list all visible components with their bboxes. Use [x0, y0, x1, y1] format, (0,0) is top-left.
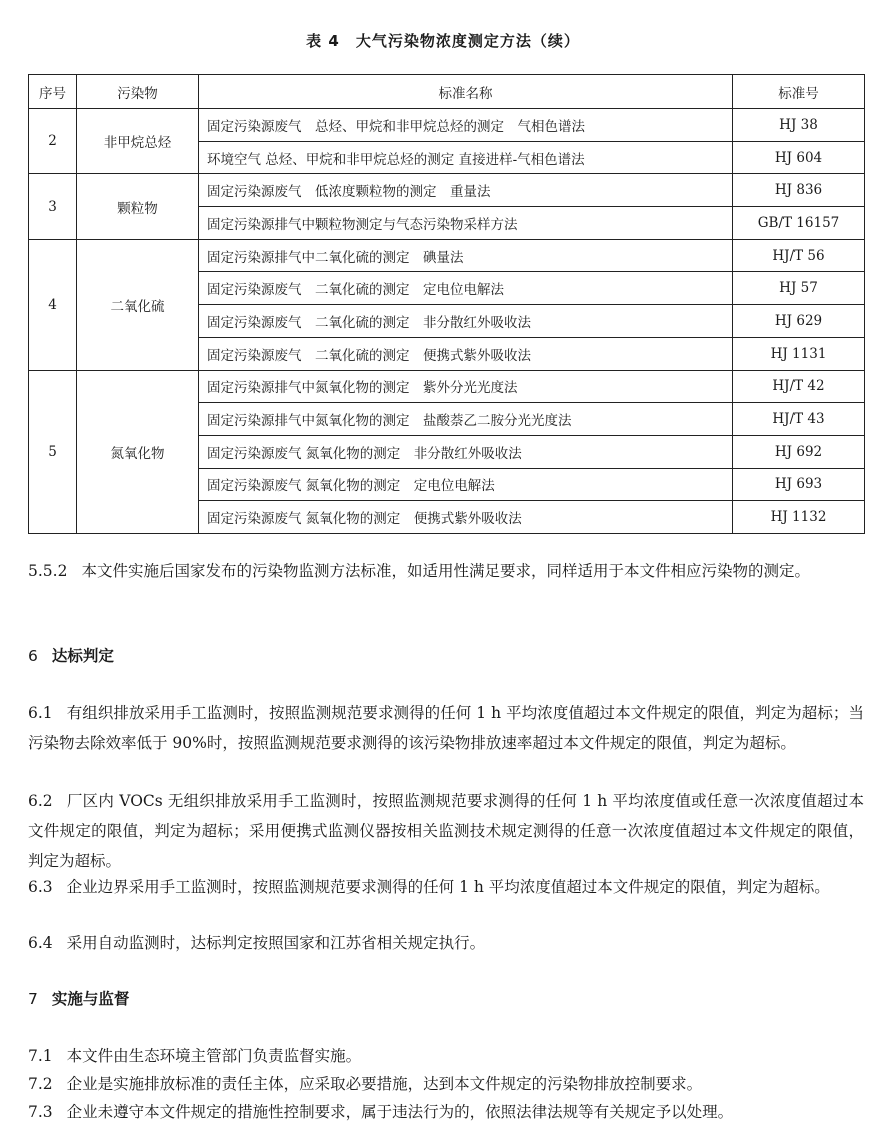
- standard-name: 固定污染源废气 二氧化硫的测定 非分散红外吸收法: [199, 305, 733, 338]
- clause-6-3: [28, 872, 864, 902]
- standard-name: 固定污染源废气 二氧化硫的测定 定电位电解法: [199, 272, 733, 305]
- section-title: 实施与监督: [51, 990, 130, 1008]
- standard-code: HJ/T 42: [733, 370, 865, 403]
- clause-7-2: [28, 1069, 864, 1099]
- standard-code: HJ 57: [733, 272, 865, 305]
- standard-code: HJ 1131: [733, 337, 865, 370]
- standard-code: HJ 836: [733, 174, 865, 207]
- table-header-row: [29, 75, 865, 109]
- row-pollutant: 非甲烷总烃: [77, 109, 199, 174]
- standard-name: 固定污染源排气中二氧化硫的测定 碘量法: [199, 239, 733, 272]
- clause-text: 本文件实施后国家发布的污染物监测方法标准，如适用性满足要求，同样适用于本文件相应污染物的测定。: [81, 562, 810, 580]
- clause-6-1: [28, 698, 864, 758]
- clause-5-5-2: [28, 556, 864, 586]
- table-row: [29, 370, 865, 403]
- table-row: [29, 239, 865, 272]
- standard-name: 固定污染源废气 低浓度颗粒物的测定 重量法: [199, 174, 733, 207]
- clause-text: 本文件由生态环境主管部门负责监督实施。: [66, 1047, 362, 1065]
- clause-text: 企业边界采用手工监测时，按照监测规范要求测得的任何 1 h 平均浓度值超过本文件规定的限值，判定为超标。: [66, 878, 830, 896]
- standard-name: 固定污染源废气 二氧化硫的测定 便携式紫外吸收法: [199, 337, 733, 370]
- header-no: 序号: [29, 75, 77, 109]
- standard-name: 固定污染源废气 总烃、甲烷和非甲烷总烃的测定 气相色谱法: [199, 109, 733, 142]
- row-pollutant: 二氧化硫: [77, 239, 199, 370]
- standard-code: HJ 1132: [733, 501, 865, 534]
- standard-name: 固定污染源废气 氮氧化物的测定 非分散红外吸收法: [199, 435, 733, 468]
- table-row: [29, 174, 865, 207]
- standard-name: 固定污染源排气中氮氧化物的测定 盐酸萘乙二胺分光光度法: [199, 403, 733, 436]
- standard-name: 固定污染源排气中颗粒物测定与气态污染物采样方法: [199, 207, 733, 240]
- standard-name: 固定污染源废气 氮氧化物的测定 定电位电解法: [199, 468, 733, 501]
- row-pollutant: 氮氧化物: [77, 370, 199, 533]
- standard-code: HJ 693: [733, 468, 865, 501]
- row-no: 5: [29, 370, 77, 533]
- standard-code: HJ/T 43: [733, 403, 865, 436]
- clause-number: 6.2: [28, 792, 53, 810]
- table-row: [29, 109, 865, 142]
- row-pollutant: 颗粒物: [77, 174, 199, 239]
- standards-table: [28, 74, 865, 534]
- clause-number: 6.3: [28, 878, 53, 896]
- section-number: 6: [28, 647, 38, 665]
- clause-text: 企业未遵守本文件规定的措施性控制要求，属于违法行为的，依照法律法规等有关规定予以处理。: [66, 1103, 734, 1121]
- standard-name: 固定污染源废气 氮氧化物的测定 便携式紫外吸收法: [199, 501, 733, 534]
- clause-number: 7.1: [28, 1047, 53, 1065]
- clause-text: 采用自动监测时，达标判定按照国家和江苏省相关规定执行。: [66, 934, 486, 952]
- header-standard-code: 标准号: [733, 75, 865, 109]
- header-pollutant: 污染物: [77, 75, 199, 109]
- row-no: 4: [29, 239, 77, 370]
- clause-number: 6.1: [28, 704, 53, 722]
- standard-code: GB/T 16157: [733, 207, 865, 240]
- row-no: 3: [29, 174, 77, 239]
- clause-text: 厂区内 VOCs 无组织排放采用手工监测时，按照监测规范要求测得的任何 1 h 平均浓度值或任意一次浓度值超过本文件规定的限值，判定为超标；采用便携式监测仪器按相关监测技术规定测得的任意一次浓度值超过本文件规定的限值，判定为超标。: [28, 792, 864, 870]
- section-7-heading: [28, 984, 129, 1014]
- clause-number: 7.2: [28, 1075, 53, 1093]
- clause-number: 7.3: [28, 1103, 53, 1121]
- clause-number: 5.5.2: [28, 562, 68, 580]
- standard-code: HJ 692: [733, 435, 865, 468]
- section-title: 达标判定: [51, 647, 114, 665]
- section-6-heading: [28, 641, 114, 671]
- clause-6-4: [28, 928, 864, 958]
- standard-code: HJ 629: [733, 305, 865, 338]
- row-no: 2: [29, 109, 77, 174]
- clause-6-2: [28, 786, 864, 876]
- header-standard-name: 标准名称: [199, 75, 733, 109]
- standard-code: HJ 38: [733, 109, 865, 142]
- section-number: 7: [28, 990, 38, 1008]
- standard-code: HJ/T 56: [733, 239, 865, 272]
- clause-7-3: [28, 1097, 864, 1127]
- standard-name: 固定污染源排气中氮氧化物的测定 紫外分光光度法: [199, 370, 733, 403]
- clause-text: 有组织排放采用手工监测时，按照监测规范要求测得的任何 1 h 平均浓度值超过本文件规定的限值，判定为超标；当污染物去除效率低于 90%时，按照监测规范要求测得的该污染物排放速率超过本文件规定的限值，判定为超标。: [28, 704, 864, 752]
- clause-text: 企业是实施排放标准的责任主体，应采取必要措施，达到本文件规定的污染物排放控制要求。: [66, 1075, 703, 1093]
- table-caption: 表 4 大气污染物浓度测定方法（续）: [306, 32, 580, 50]
- standard-code: HJ 604: [733, 141, 865, 174]
- clause-7-1: [28, 1041, 864, 1071]
- clause-number: 6.4: [28, 934, 53, 952]
- standard-name: 环境空气 总烃、甲烷和非甲烷总烃的测定 直接进样-气相色谱法: [199, 141, 733, 174]
